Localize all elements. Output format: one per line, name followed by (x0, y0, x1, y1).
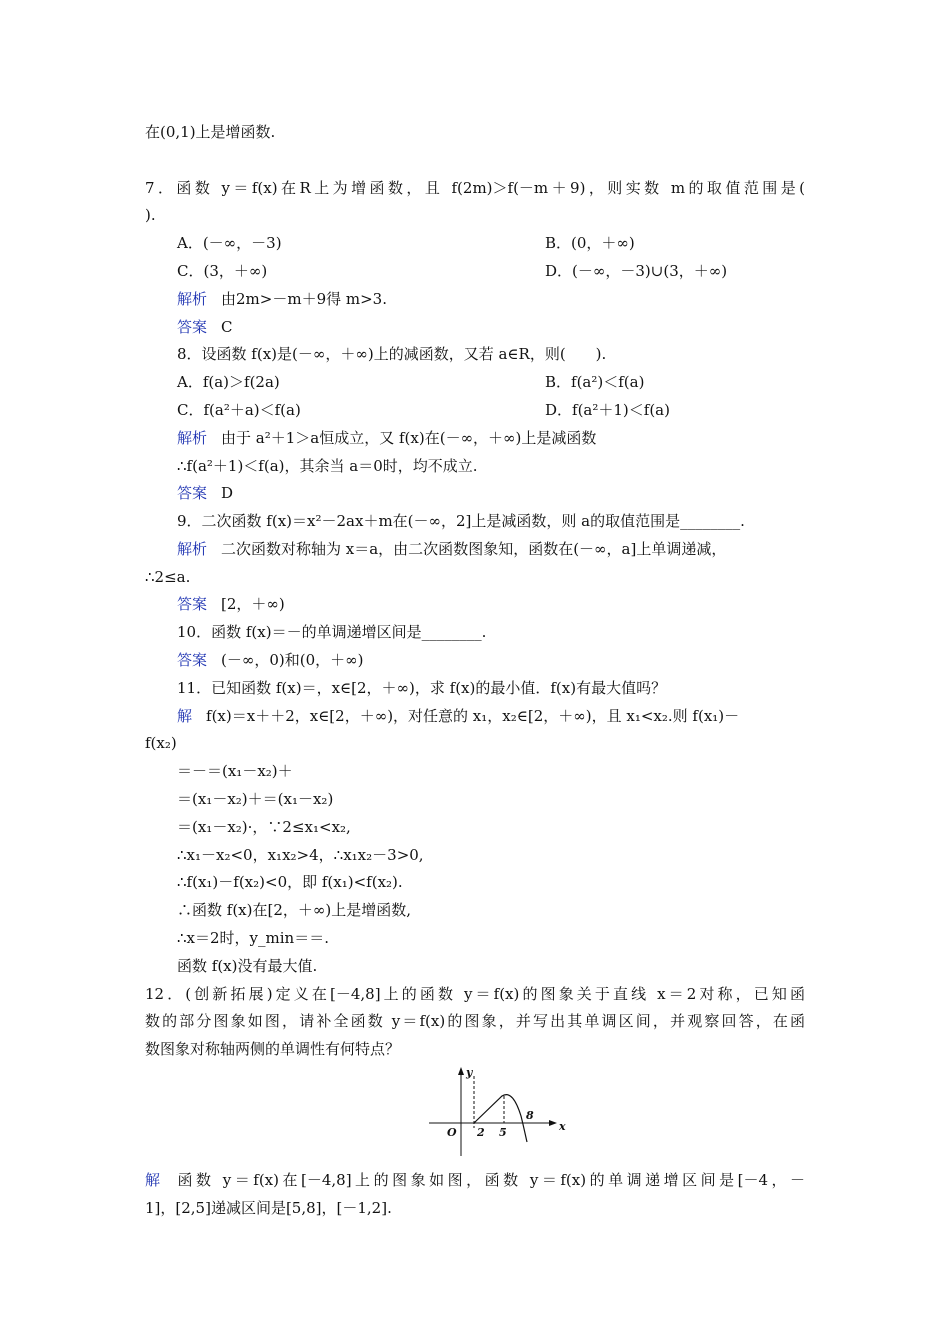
q9-analysis (177, 539, 726, 559)
y-axis-label: y (466, 1066, 473, 1079)
question-12-stem-end: 数图象对称轴两侧的单调性有何特点？ (145, 1040, 401, 1058)
solution-label: 解 (177, 707, 193, 725)
y-axis-arrow (458, 1067, 464, 1075)
analysis-text: 二次函数对称轴为 x＝a，由二次函数图象知，函数在(－∞，a]上单调递减， (221, 540, 727, 558)
q8-option-c: C．f(a²＋a)＜f(a) (177, 401, 301, 419)
q11-step: ＝(x₁－x₂)＋＝(x₁－x₂) (177, 790, 334, 808)
analysis-label: 解析 (177, 540, 208, 558)
question-9-stem: 9．二次函数 f(x)＝x²－2ax＋m在(－∞，2]上是减函数，则 a的取值范围是________. (177, 512, 745, 530)
solution-text: f(x)＝x＋＋2，x∈[2，＋∞)，对任意的 x₁，x₂∈[2，＋∞)，且 x₁<x₂.则 f(x₁)－ (206, 707, 740, 725)
q11-solution (177, 706, 739, 726)
x-axis-arrow (549, 1120, 557, 1126)
text-line: 在(0,1)上是增函数. (145, 123, 276, 141)
answer-text: D (221, 484, 234, 502)
q11-step: ∴f(x₁)－f(x₂)<0，即 f(x₁)<f(x₂). (177, 873, 403, 891)
q11-step: ∴x₁－x₂<0，x₁x₂>4，∴x₁x₂－3>0, (177, 846, 424, 864)
q7-option-d: D．(－∞，－3)∪(3，＋∞) (545, 262, 728, 280)
question-11-stem: 11．已知函数 f(x)＝，x∈[2，＋∞)，求 f(x)的最小值．f(x)有最大值吗？ (177, 679, 667, 697)
question-12-stem-cont: 数的部分图象如图，请补全函数 y＝f(x)的图象，并写出其单调区间，并观察回答，在函 (145, 1012, 805, 1030)
tick-label-2: 2 (477, 1126, 485, 1139)
answer-label: 答案 (177, 595, 208, 613)
analysis-text: 由2m>－m＋9得 m>3. (221, 290, 387, 308)
answer-text: C (221, 318, 233, 336)
question-10-stem: 10．函数 f(x)＝－的单调递增区间是________. (177, 623, 487, 641)
analysis-label: 解析 (177, 290, 208, 308)
question-7-stem: 7．函数 y＝f(x)在R上为增函数，且 f(2m)＞f(－m＋9)，则实数 m的取值范围是( (145, 179, 805, 197)
function-graph (425, 1066, 567, 1158)
solution-text: 函数 y＝f(x)在[－4,8]上的图象如图，函数 y＝f(x)的单调递增区间是[－4，－ (177, 1171, 805, 1189)
q8-analysis (177, 428, 596, 448)
origin-label: O (447, 1126, 457, 1139)
q11-step: ＝(x₁－x₂)·，∵2≤x₁<x₂, (177, 818, 351, 836)
question-12-stem: 12．(创新拓展)定义在[－4,8]上的函数 y＝f(x)的图象关于直线 x＝2对称，已知函 (145, 985, 805, 1003)
q7-option-b: B．(0，＋∞) (545, 234, 635, 252)
answer-text: [2，＋∞) (221, 595, 285, 613)
question-7-stem-end: ). (145, 206, 156, 224)
analysis-text: 由于 a²＋1＞a恒成立，又 f(x)在(－∞，＋∞)上是减函数 (221, 429, 597, 447)
q9-answer (177, 594, 285, 614)
answer-text: (－∞，0)和(0，＋∞) (221, 651, 364, 669)
q11-step: ＝－＝(x₁－x₂)＋ (177, 762, 293, 780)
answer-label: 答案 (177, 484, 208, 502)
tick-label-8: 8 (526, 1109, 534, 1122)
q7-option-c: C．(3，＋∞) (177, 262, 268, 280)
question-8-stem: 8．设函数 f(x)是(－∞，＋∞)上的减函数，又若 a∈R，则( ). (177, 345, 607, 363)
function-graph-figure (425, 1066, 567, 1158)
q12-solution-cont: 1]，[2,5]递减区间是[5,8]，[－1,2]. (145, 1199, 392, 1217)
q8-option-a: A．f(a)＞f(2a) (177, 373, 280, 391)
q9-analysis-cont: ∴2≤a. (145, 568, 191, 586)
q8-analysis-cont: ∴f(a²＋1)＜f(a)，其余当 a＝0时，均不成立. (177, 457, 478, 475)
q11-step: ∴x＝2时，y_min＝＝. (177, 929, 329, 947)
q8-answer (177, 483, 233, 503)
solution-label: 解 (145, 1171, 164, 1189)
q12-solution (145, 1170, 805, 1190)
q8-option-d: D．f(a²＋1)＜f(a) (545, 401, 670, 419)
x-axis-label: x (559, 1120, 566, 1133)
q11-step: f(x₂) (145, 734, 177, 752)
q11-step: ∴函数 f(x)在[2，＋∞)上是增函数, (177, 901, 411, 919)
q10-answer (177, 650, 364, 670)
q11-step: 函数 f(x)没有最大值. (177, 957, 318, 975)
q8-option-b: B．f(a²)＜f(a) (545, 373, 645, 391)
analysis-label: 解析 (177, 429, 208, 447)
tick-label-5: 5 (499, 1126, 507, 1139)
answer-label: 答案 (177, 651, 208, 669)
q7-analysis (177, 289, 387, 309)
answer-label: 答案 (177, 318, 208, 336)
q7-answer (177, 317, 233, 337)
q7-option-a: A．(－∞，－3) (177, 234, 282, 252)
